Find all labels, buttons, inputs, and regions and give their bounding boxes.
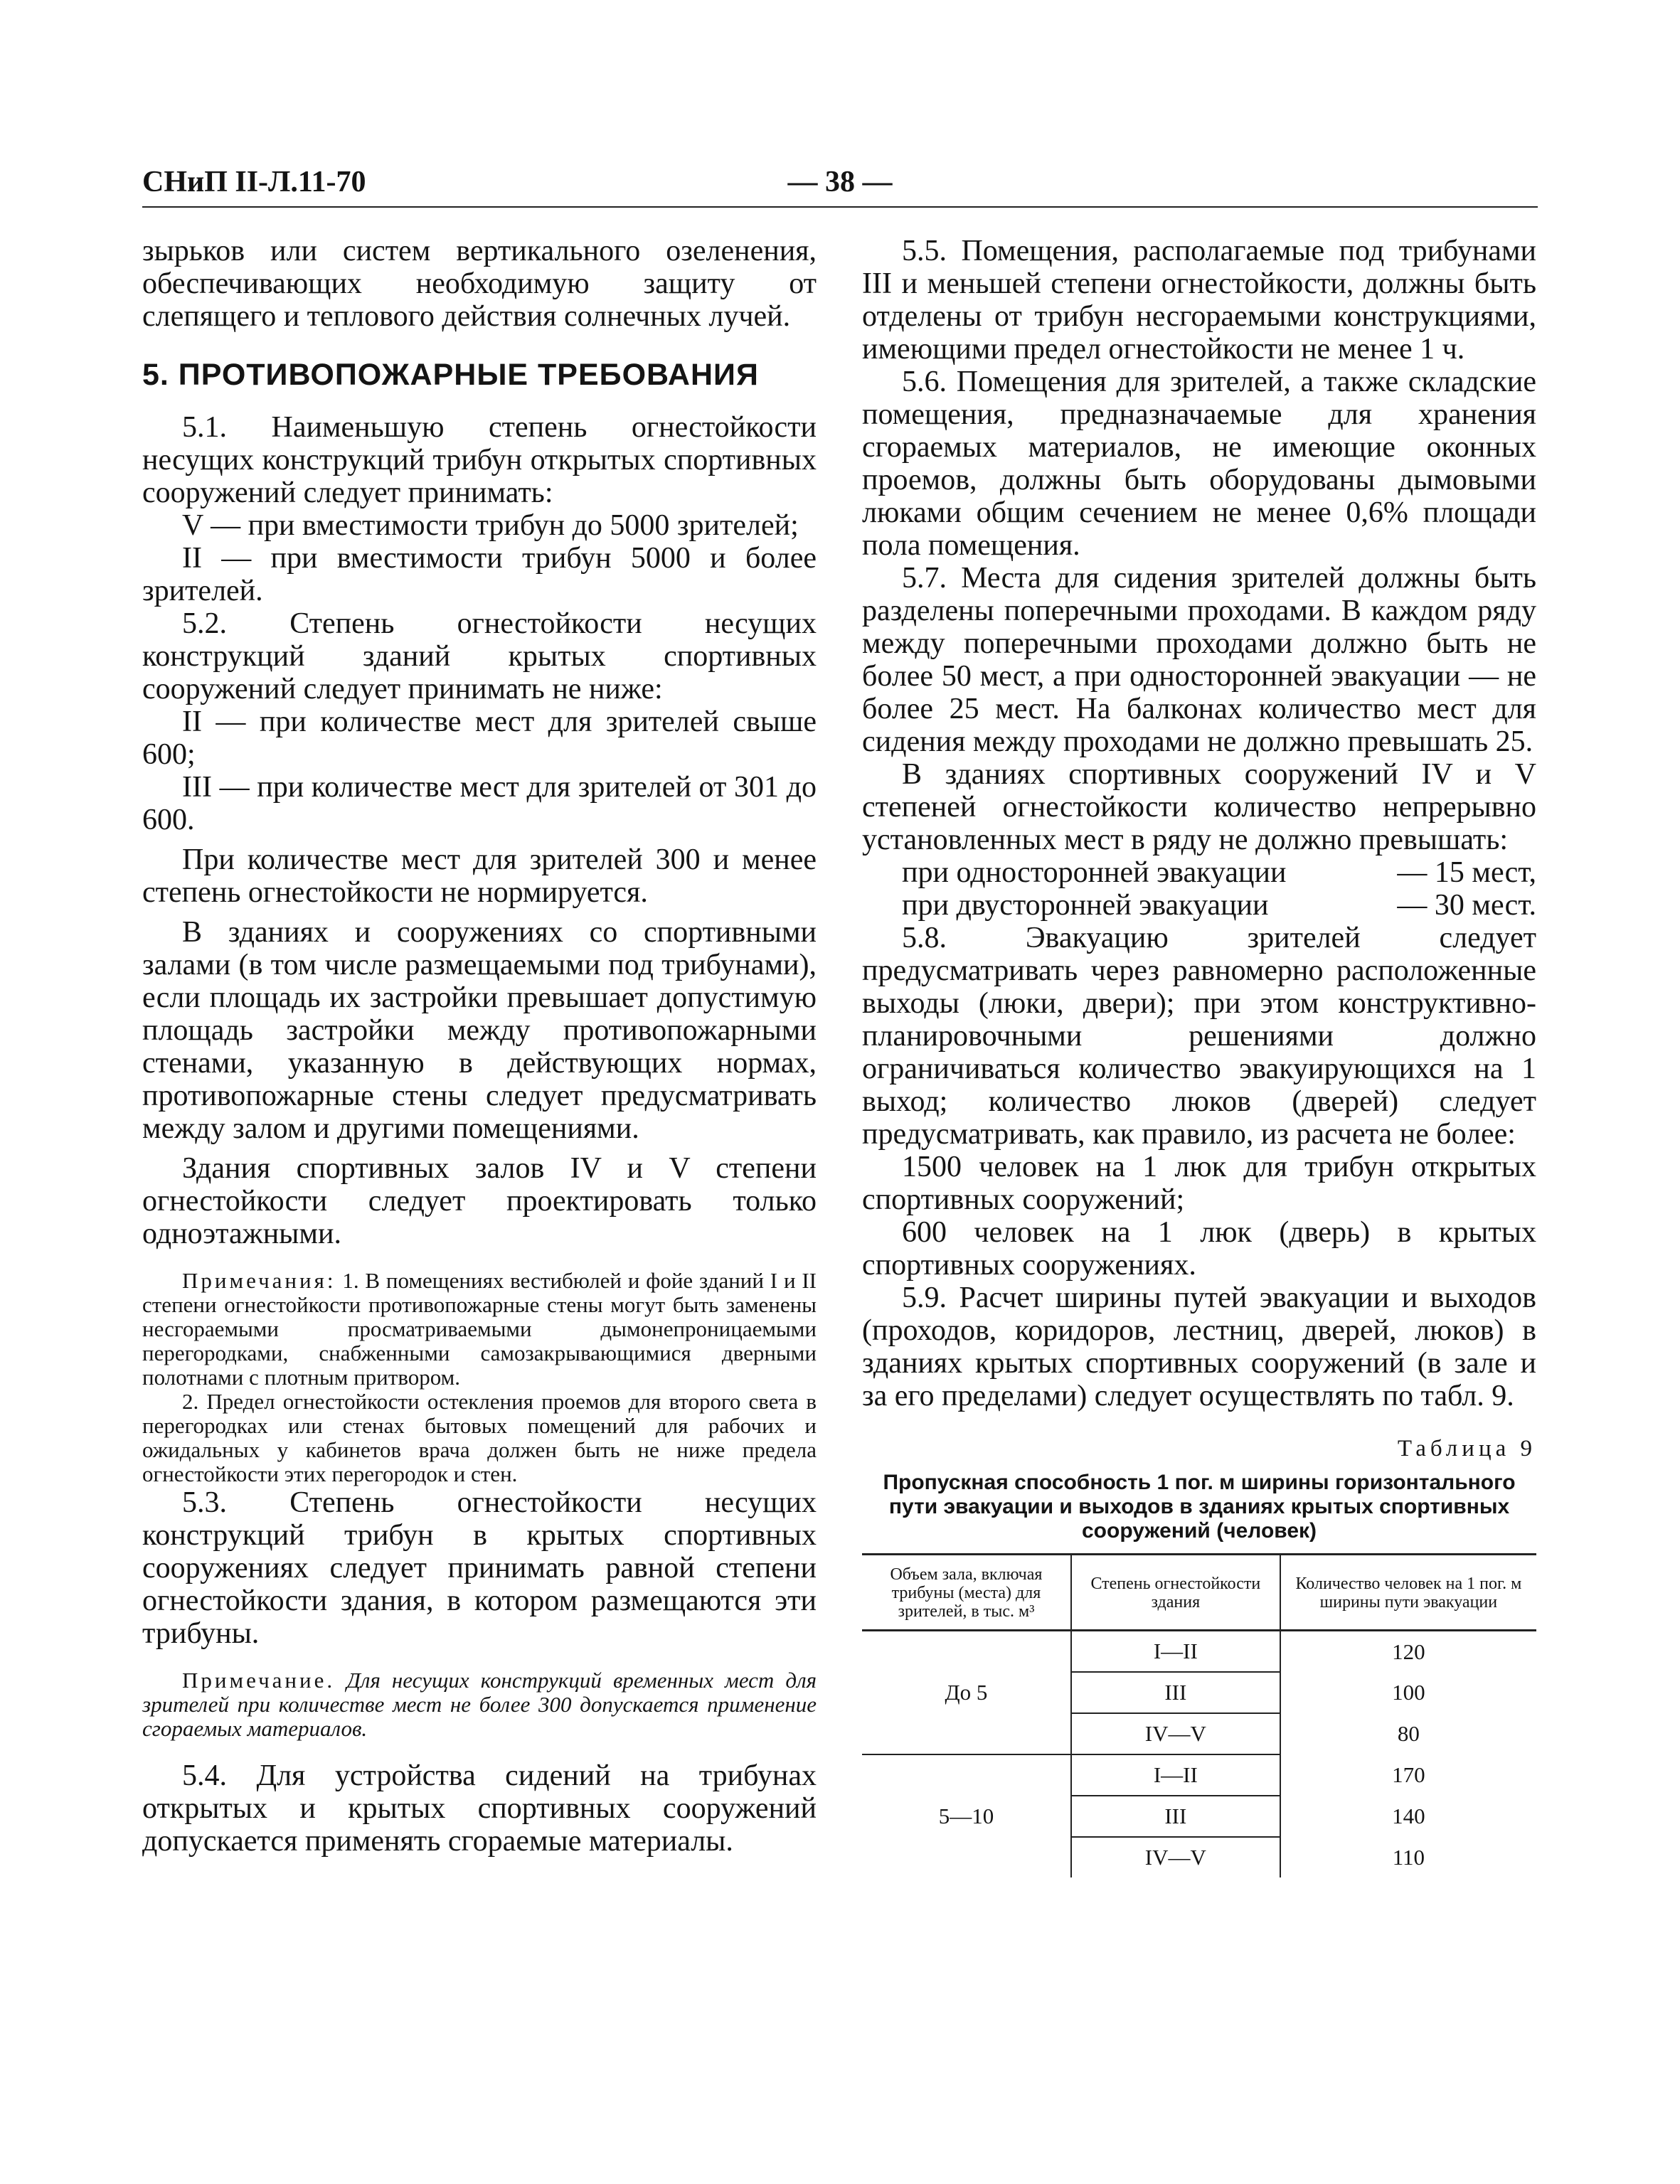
clause-5-2: 5.2. Степень огнестойкости несущих конструкций зданий крытых спортивных сооружений следует принимать не ниже: — [142, 607, 817, 705]
clause-5-4: 5.4. Для устройства сидений на трибунах открытых и крытых спортивных сооружений допускается применять сгораемые материалы. — [142, 1759, 817, 1858]
header-volume: Объем зала, включая трибуны (места) для зрителей, в тыс. м³ — [862, 1555, 1071, 1631]
cell-degree: IV—V — [1071, 1713, 1280, 1754]
evacuation-limit-one-sided — [862, 856, 1536, 889]
table-label: Таблица 9 — [1397, 1436, 1536, 1461]
cell-count: 120 — [1392, 1639, 1425, 1664]
clause-5-2-para-c: При количестве мест для зрителей 300 и менее степень огнестойкости не нормируется. — [142, 843, 817, 909]
note-1: 1. В помещениях вестибюлей и фойе зданий I и II степени огнестойкости противопожарные стены могут быть заменены несгораемыми просматриваемыми дымонепроницаемыми перегородками, снабженными самозакрывающимися дверными полотнами с плотным притвором. — [142, 1268, 817, 1390]
cell-degree: I—II — [1071, 1754, 1280, 1796]
clause-5-3: 5.3. Степень огнестойкости несущих конструкций трибун в крытых спортивных сооружениях следует принимать равной степени огнестойкости здания, в котором размещаются эти трибуны. — [142, 1486, 817, 1650]
section-heading: 5. ПРОТИВОПОЖАРНЫЕ ТРЕБОВАНИЯ — [142, 358, 759, 392]
evacuation-label: при двусторонней эвакуации — [902, 889, 1269, 922]
right-column — [862, 235, 1536, 1877]
clause-5-7-para-b: В зданиях спортивных сооружений IV и V степеней огнестойкости количество непрерывно установленных мест в ряду не должно превышать: — [862, 758, 1536, 856]
table-header-row — [862, 1555, 1536, 1631]
header-persons-per-meter: Количество человек на 1 пог. м ширины пути эвакуации — [1280, 1555, 1536, 1631]
cell-degree: III — [1071, 1796, 1280, 1837]
cell-volume: 5—10 — [862, 1754, 1071, 1877]
clause-5-2-para-d: В зданиях и сооружениях со спортивными залами (в том числе размещаемыми под трибунами), если площадь их застройки превышает допустимую площадь застройки между противопожарными стенами, указанную в действующих нормах, противопожарные стены следует предусматривать между залом и другими помещениями. — [142, 916, 817, 1145]
table-row — [862, 1754, 1536, 1796]
cell-degree: III — [1071, 1672, 1280, 1713]
paragraph-continuation: зырьков или систем вертикального озеленения, обеспечивающих необходимую защиту от слепящего и теплового действия солнечных лучей. — [142, 235, 817, 333]
clause-5-7: 5.7. Места для сидения зрителей должны быть разделены поперечными проходами. В каждом ряду между поперечными проходами должно быть не более 50 мест, а при односторонней эвакуации — не более 25 мест. На балконах количество мест для сидения между проходами не должно превышать 25. — [862, 562, 1536, 758]
clause-5-2-item-a: II — при количестве мест для зрителей свыше 600; — [142, 705, 817, 771]
header-fire-resistance: Степень огнестойкости здания — [1071, 1555, 1280, 1631]
notes-block — [142, 1269, 817, 1486]
cell-count: 80 — [1397, 1721, 1420, 1746]
clause-5-8-item-b: 600 человек на 1 люк (дверь) в крытых спортивных сооружениях. — [862, 1216, 1536, 1282]
clause-5-5: 5.5. Помещения, располагаемые под трибунами III и меньшей степени огнестойкости, должны быть отделены от трибун несгораемыми конструкциями, имеющими предел огнестойкости не менее 1 ч. — [862, 235, 1536, 366]
page-number: — 38 — — [787, 166, 893, 198]
left-column — [142, 235, 817, 1858]
clause-5-8: 5.8. Эвакуацию зрителей следует предусматривать через равномерно расположенные выходы (люки, двери); при этом конструктивно-планировочными решениями должно ограничиваться количество эвакуирующихся на 1 выход; количество люков (дверей) следует предусматривать, как правило, из расчета не более: — [862, 922, 1536, 1151]
evacuation-value: — 15 мест, — [1397, 856, 1536, 889]
notes-label: Примечания: — [182, 1268, 336, 1293]
clause-5-1-item-b: II — при вместимости трибун 5000 и более зрителей. — [142, 542, 817, 607]
clause-5-8-item-a: 1500 человек на 1 люк для трибун открытых спортивных сооружений; — [862, 1151, 1536, 1216]
cell-degree: IV—V — [1071, 1837, 1280, 1877]
header-divider — [142, 206, 1538, 208]
cell-degree: I—II — [1071, 1631, 1280, 1673]
cell-count: 140 — [1392, 1804, 1425, 1828]
page-header — [142, 165, 1538, 205]
clause-5-1: 5.1. Наименьшую степень огнестойкости несущих конструкций трибун открытых спортивных сооружений следует принимать: — [142, 411, 817, 509]
cell-count: 110 — [1392, 1844, 1425, 1870]
cell-count: 100 — [1392, 1680, 1425, 1705]
table-title: Пропускная способность 1 пог. м ширины горизонтального пути эвакуации и выходов в зданиях крытых спортивных сооружений (человек) — [883, 1471, 1516, 1543]
clause-5-2-para-e: Здания спортивных залов IV и V степени огнестойкости следует проектировать только одноэтажными. — [142, 1152, 817, 1250]
cell-count: 170 — [1392, 1762, 1425, 1787]
evacuation-limit-two-sided — [862, 889, 1536, 922]
clause-5-2-item-b: III — при количестве мест для зрителей от 301 до 600. — [142, 771, 817, 836]
note-label: Примечание. — [182, 1668, 336, 1693]
clause-5-1-item-a: V — при вместимости трибун до 5000 зрителей; — [182, 509, 799, 542]
document-code: СНиП II-Л.11-70 — [142, 166, 366, 198]
note-2: 2. Предел огнестойкости остекления проемов для второго света в перегородках или стенах бытовых помещений для рабочих и ожидальных у кабинетов врача должен быть не ниже предела огнестойкости этих перегородок и стен. — [142, 1389, 817, 1486]
cell-volume: До 5 — [862, 1631, 1071, 1755]
clause-5-9: 5.9. Расчет ширины путей эвакуации и выходов (проходов, коридоров, лестниц, дверей, люков) в зданиях крытых спортивных сооружений (в зале и за его пределами) следует осуществлять по табл. 9. — [862, 1282, 1536, 1412]
table-row — [862, 1631, 1536, 1673]
clause-5-6: 5.6. Помещения для зрителей, а также складские помещения, предназначаемые для хранения сгораемых материалов, не имеющие оконных проемов, должны быть оборудованы дымовыми люками общим сечением не менее 0,6% площади пола помещения. — [862, 366, 1536, 562]
note-block — [142, 1668, 817, 1741]
note-3: Для несущих конструкций временных мест для зрителей при количестве мест не более 300 допускается применение сгораемых материалов. — [142, 1668, 817, 1741]
evacuation-label: при односторонней эвакуации — [902, 856, 1287, 889]
evacuation-value: — 30 мест. — [1397, 889, 1536, 922]
evacuation-capacity-table — [862, 1553, 1536, 1877]
